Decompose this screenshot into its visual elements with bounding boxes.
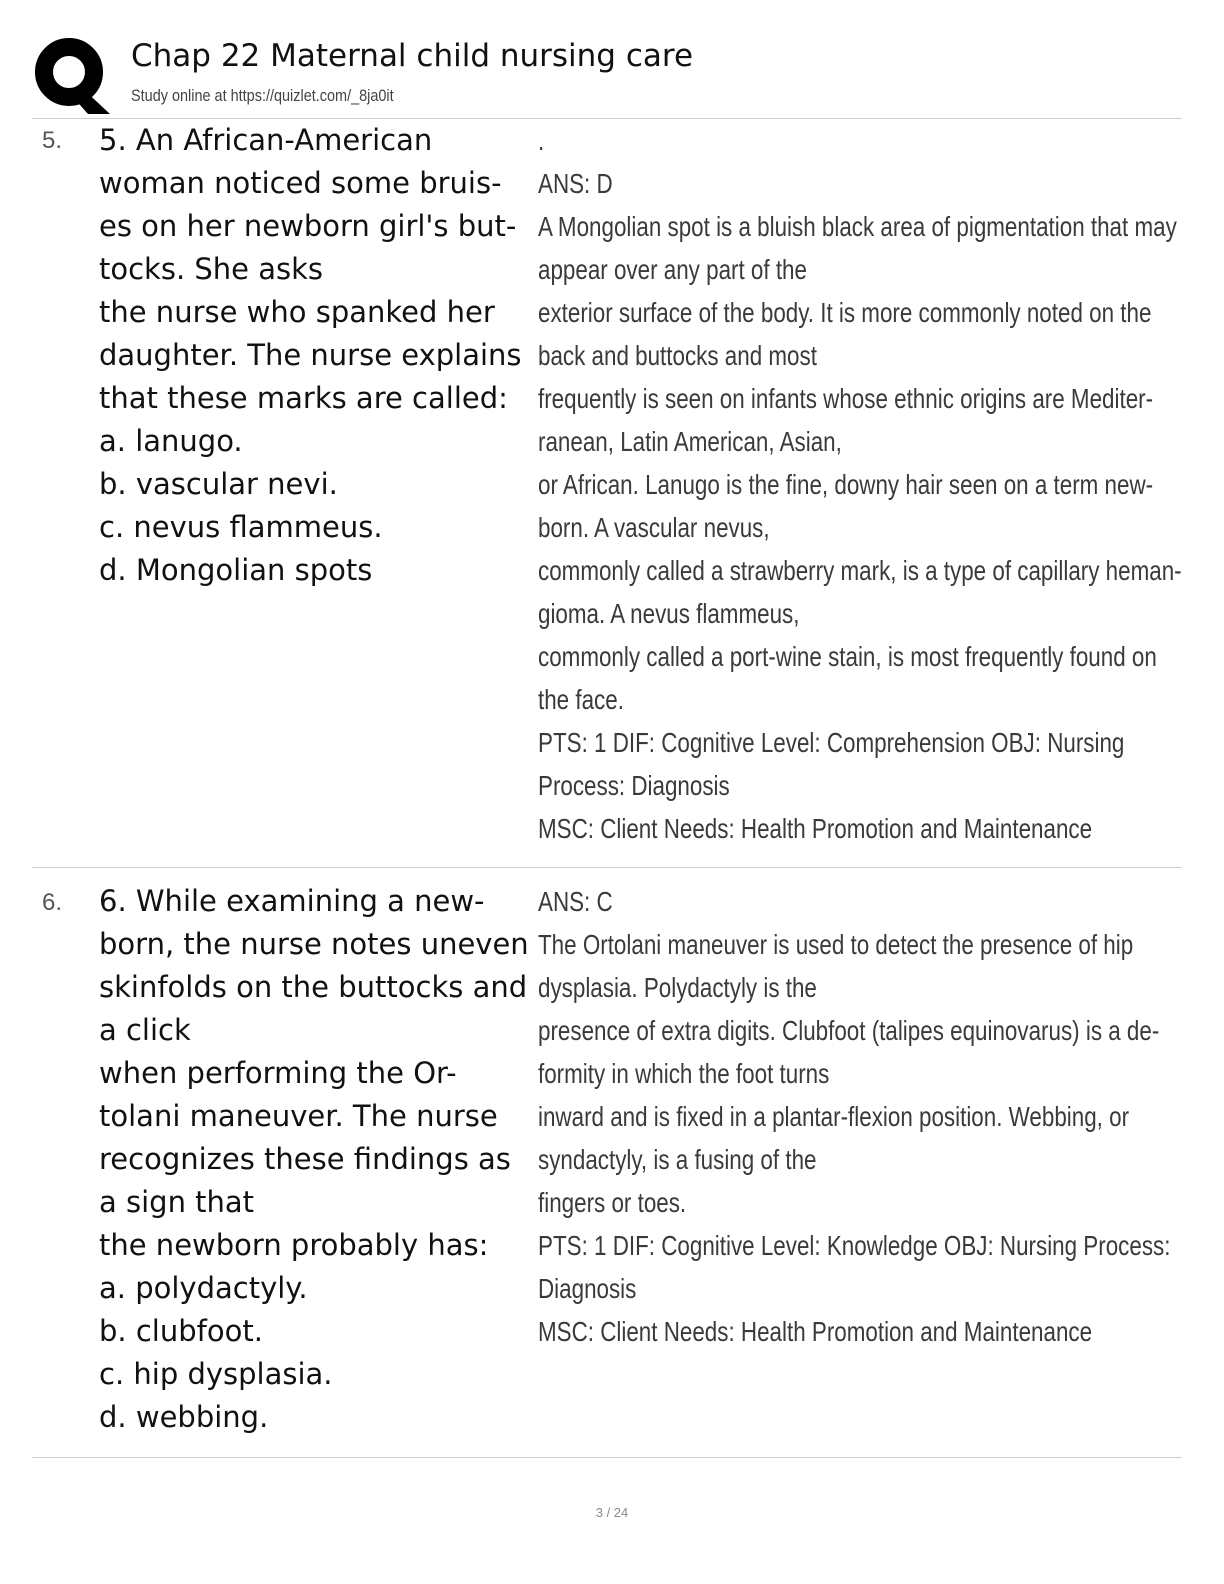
answer-line: exterior surface of the body. It is more commonly noted on the	[538, 297, 1152, 328]
answer-line: presence of extra digits. Clubfoot (talipes equinovarus) is a de-	[538, 1015, 1160, 1046]
answer-line: gioma. A nevus flammeus,	[538, 598, 800, 629]
flashcard-5	[32, 119, 1182, 868]
answer-line: The Ortolani maneuver is used to detect the presence of hip	[538, 929, 1134, 960]
question-line: 5. An African-American	[99, 123, 433, 157]
option-c: c. nevus flammeus.	[99, 510, 383, 544]
question-line: that these marks are called:	[99, 381, 508, 415]
question-line: 6. While examining a new-	[99, 884, 485, 918]
option-d: d. webbing.	[99, 1400, 269, 1434]
answer-metadata: PTS: 1 DIF: Cognitive Level: Comprehension OBJ: Nursing	[538, 727, 1125, 758]
question-text	[99, 880, 539, 1439]
answer-line: A Mongolian spot is a bluish black area of pigmentation that may	[538, 211, 1177, 242]
question-line: woman noticed some bruis-	[99, 166, 502, 200]
question-line: es on her newborn girl's but-	[99, 209, 517, 243]
answer-line: appear over any part of the	[538, 254, 807, 285]
option-d: d. Mongolian spots	[99, 553, 373, 587]
card-number: 6.	[42, 889, 63, 916]
card-number: 5.	[42, 127, 63, 154]
flashcard-6	[32, 869, 1182, 1458]
answer-line: the face.	[538, 684, 624, 715]
question-line: when performing the Or-	[99, 1056, 457, 1090]
answer-line: ranean, Latin American, Asian,	[538, 426, 842, 457]
option-b: b. clubfoot.	[99, 1314, 263, 1348]
answer-line: born. A vascular nevus,	[538, 512, 770, 543]
answer-text	[538, 880, 1178, 1353]
answer-line: back and buttocks and most	[538, 340, 817, 371]
question-line: a click	[99, 1013, 191, 1047]
question-text	[99, 119, 539, 592]
answer-line: fingers or toes.	[538, 1187, 687, 1218]
question-line: daughter. The nurse explains	[99, 338, 522, 372]
option-a: a. lanugo.	[99, 424, 243, 458]
question-line: the newborn probably has:	[99, 1228, 489, 1262]
question-line: skinfolds on the buttocks and	[99, 970, 528, 1004]
answer-metadata: Diagnosis	[538, 1273, 637, 1304]
document-title: Chap 22 Maternal child nursing care	[131, 38, 694, 74]
answer-line: dysplasia. Polydactyly is the	[538, 972, 817, 1003]
quizlet-logo-icon	[32, 34, 112, 114]
option-a: a. polydactyly.	[99, 1271, 308, 1305]
question-line: tolani maneuver. The nurse	[99, 1099, 498, 1133]
answer-line: frequently is seen on infants whose ethnic origins are Mediter-	[538, 383, 1154, 414]
question-line: the nurse who spanked her	[99, 295, 495, 329]
answer-line: syndactyly, is a fusing of the	[538, 1144, 817, 1175]
page-number: 3 / 24	[595, 1505, 629, 1520]
question-line: born, the nurse notes uneven	[99, 927, 529, 961]
answer-line: .	[538, 125, 545, 156]
answer-metadata: MSC: Client Needs: Health Promotion and Maintenance	[538, 1316, 1093, 1347]
answer-metadata: PTS: 1 DIF: Cognitive Level: Knowledge OBJ: Nursing Process:	[538, 1230, 1171, 1261]
study-online-link[interactable]: Study online at https://quizlet.com/_8ja0it	[131, 86, 394, 105]
document-header	[32, 30, 1182, 119]
answer-line: commonly called a strawberry mark, is a type of capillary heman-	[538, 555, 1182, 586]
answer-line: formity in which the foot turns	[538, 1058, 830, 1089]
answer-key: ANS: C	[538, 886, 613, 917]
answer-line: inward and is fixed in a plantar-flexion position. Webbing, or	[538, 1101, 1130, 1132]
answer-key: ANS: D	[538, 168, 613, 199]
answer-line: commonly called a port-wine stain, is most frequently found on	[538, 641, 1157, 672]
option-c: c. hip dysplasia.	[99, 1357, 333, 1391]
answer-metadata: MSC: Client Needs: Health Promotion and Maintenance	[538, 813, 1093, 844]
question-line: a sign that	[99, 1185, 255, 1219]
question-line: recognizes these findings as	[99, 1142, 511, 1176]
answer-line: or African. Lanugo is the fine, downy hair seen on a term new-	[538, 469, 1154, 500]
answer-text	[538, 119, 1182, 850]
question-line: tocks. She asks	[99, 252, 324, 286]
answer-metadata: Process: Diagnosis	[538, 770, 730, 801]
option-b: b. vascular nevi.	[99, 467, 338, 501]
